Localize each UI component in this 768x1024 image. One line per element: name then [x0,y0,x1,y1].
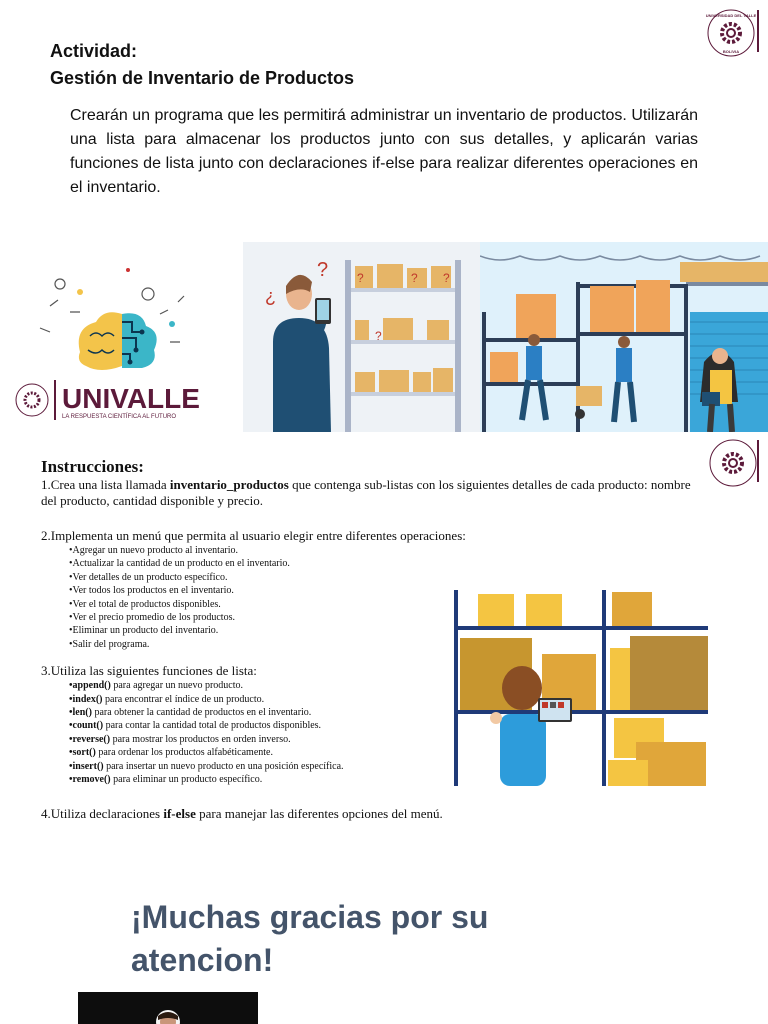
list-item: •Agregar un nuevo producto al inventario. [69,545,239,556]
activity-label: Actividad: [50,41,138,61]
step-4-keyword: if-else [163,805,196,821]
function-desc: para eliminar un producto específico. [110,774,263,786]
step-1-list-name: inventario_productos [169,477,289,492]
svg-text:¿: ¿ [265,286,276,306]
function-desc: para insertar un nuevo producto en una posición específica. [103,760,344,772]
univalle-logo-illustration [10,262,200,430]
list-item: •Eliminar un producto del inventario. [69,625,219,637]
svg-text:BOLIVIA: BOLIVIA [722,49,740,54]
inventory-man-illustration [243,242,480,432]
step-1 [41,477,691,509]
function-desc: para contar la cantidad total de productos disponibles. [103,720,322,732]
function-desc: para ordenar los productos alfabéticamente. [95,747,273,759]
inventory-tablet-illustration [450,590,712,786]
univalle-logo-tagline: LA RESPUESTA CIENTÍFICA AL FUTURO [62,414,177,420]
seal-divider [757,10,759,52]
presenter-photo [78,992,258,1024]
list-item: •Ver el total de productos disponibles. [69,598,221,610]
svg-text:?: ? [317,259,329,281]
person-avatar-icon [78,992,258,1024]
function-name: •len() [69,707,92,719]
step-1-text: 1.Crea una lista llamada [41,477,170,492]
step-2: 2.Implementa un menú que permita al usuario elegir entre diferentes operaciones: [41,528,466,543]
instructions-heading: Instrucciones: [41,457,144,476]
svg-text:?: ? [411,271,418,285]
svg-text:UNIVERSIDAD DEL VALLE: UNIVERSIDAD DEL VALLE [706,13,756,18]
university-seal-middle [708,438,758,488]
gear-seal-icon [708,438,758,488]
function-desc: para mostrar los productos en orden inverso. [110,733,291,745]
seal-divider [757,440,759,482]
function-name: •index() [69,693,103,705]
university-seal-top [706,8,756,58]
function-desc: para encontrar el índice de un producto. [102,693,265,705]
activity-title: Gestión de Inventario de Productos [50,68,355,88]
step-4 [41,806,691,822]
step-1-text-end: que contenga sub-listas con los siguientes detalles de cada producto: nombre del producto, cantidad disponible y precio. [41,477,691,508]
activity-header [50,38,354,92]
closing-message [131,896,488,982]
function-name: •remove() [69,774,111,786]
function-name: •append() [69,680,111,692]
svg-text:?: ? [357,271,364,285]
function-desc: para obtener la cantidad de productos en el inventario. [91,707,312,719]
list-item: •Ver detalles de un producto específico. [69,571,228,583]
list-item: •Ver el precio promedio de los productos. [69,612,235,624]
closing-line-2: atencion! [131,942,274,978]
step-4-text-end: para manejar las diferentes opciones del menú. [195,805,443,821]
warehouse-illustration [480,242,768,432]
function-name: •reverse() [69,733,111,745]
function-name: •sort() [69,747,96,759]
svg-text:?: ? [443,271,450,285]
gear-seal-icon [706,8,756,58]
svg-text:?: ? [375,329,382,343]
function-name: •count() [69,720,104,732]
list-item: •Actualizar la cantidad de un producto en el inventario. [69,558,290,570]
list-item: •Ver todos los productos en el inventario. [69,585,234,597]
closing-line-1: ¡Muchas gracias por su [131,899,489,935]
list-item: •Salir del programa. [69,638,150,650]
function-name: •insert() [69,760,104,772]
activity-intro: Crearán un programa que les permitirá administrar un inventario de productos. Utilizarán una lista para almacenar los productos junto con sus detalles, y aplicarán varias funciones de lista junto con declaraciones if-else para realizar diferentes operaciones en el inventario. [70,107,698,196]
step-4-text: 4.Utiliza declaraciones [41,805,164,821]
function-desc: para agregar un nuevo producto. [110,680,244,692]
step-3: 3.Utiliza las siguientes funciones de lista: [41,663,257,679]
univalle-logo-text: UNIVALLE [62,383,200,414]
